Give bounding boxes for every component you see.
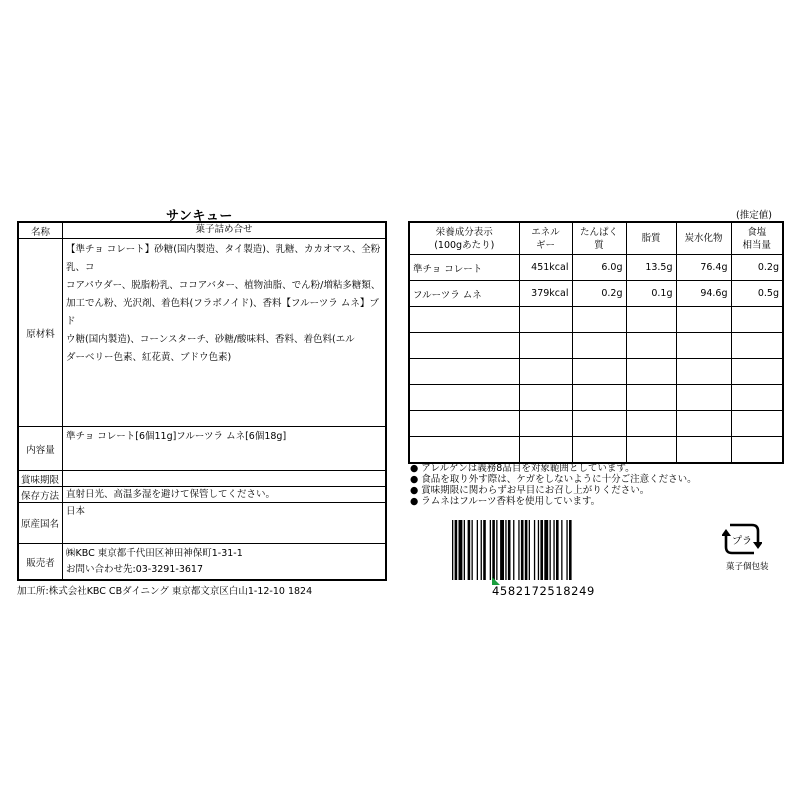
- nutrition-empty-cell: [572, 385, 626, 411]
- nutrition-empty-row: [409, 411, 783, 437]
- nutrition-empty-cell: [409, 333, 519, 359]
- nutrition-cell: 0.5g: [731, 281, 783, 307]
- nutrition-header-cell: 栄養成分表示 (100gあたり): [409, 222, 519, 255]
- nutrition-empty-cell: [676, 333, 731, 359]
- nutrition-empty-cell: [731, 411, 783, 437]
- barcode-bar: [483, 520, 486, 580]
- seller-line: お問い合わせ先:03-3291-3617: [66, 564, 203, 575]
- note-item: [410, 463, 697, 474]
- product-label-table: [17, 221, 387, 581]
- nutrition-empty-cell: [519, 411, 572, 437]
- name-row: [19, 223, 385, 238]
- nutrition-empty-cell: [409, 385, 519, 411]
- origin-row: [19, 502, 385, 543]
- nutrition-empty-cell: [409, 359, 519, 385]
- bullet-icon: ●: [410, 463, 419, 474]
- pla-recycle-icon: [722, 521, 762, 557]
- ingredients-row: [19, 238, 385, 426]
- name-header: 名称: [19, 223, 63, 238]
- storage-value: 直射日光、高温多湿を避けて保管してください。: [66, 489, 276, 500]
- nutrition-header-cell: 食塩 相当量: [731, 222, 783, 255]
- recycle-label: 菓子個包装: [726, 562, 769, 572]
- ingredients-line: ダーベリー色素、紅花黄、ブドウ色素): [66, 352, 232, 363]
- nutrition-empty-cell: [676, 437, 731, 464]
- barcode-bar: [544, 520, 548, 580]
- nutrition-empty-cell: [676, 411, 731, 437]
- ingredients-line: 加工でん粉、光沢剤、着色料(フラボノイド)、香料【フルーツラ ムネ】ブド: [66, 298, 379, 327]
- notes-list: [410, 463, 697, 507]
- nutrition-empty-row: [409, 307, 783, 333]
- nutrition-cell: 451kcal: [519, 255, 572, 281]
- nutrition-empty-cell: [626, 385, 676, 411]
- nutrition-body: [409, 255, 783, 464]
- barcode-bar: [529, 520, 530, 580]
- nutrition-empty-cell: [519, 307, 572, 333]
- nutrition-cell: 94.6g: [676, 281, 731, 307]
- barcode-bar: [452, 520, 453, 580]
- nutrition-empty-row: [409, 385, 783, 411]
- nutrition-header-cell: 炭水化物: [676, 222, 731, 255]
- seller-line: ㈱KBC 東京都千代田区神田神保町1-31-1: [66, 548, 243, 559]
- nutrition-cell: 0.1g: [626, 281, 676, 307]
- barcode-bar: [540, 520, 543, 580]
- seller-value: [63, 544, 385, 579]
- barcode-number: 4582172518249: [492, 584, 595, 598]
- nutrition-cell: 379kcal: [519, 281, 572, 307]
- nutrition-cell: フルーツラ ムネ: [409, 281, 519, 307]
- expiry-row: [19, 470, 385, 486]
- origin-value: 日本: [66, 506, 86, 517]
- barcode-bar: [481, 520, 482, 580]
- nutrition-cell: 0.2g: [731, 255, 783, 281]
- note-item: [410, 496, 697, 507]
- content-row: [19, 426, 385, 470]
- bullet-icon: ●: [410, 496, 419, 507]
- product-title: サンキュー: [166, 209, 233, 224]
- barcode-bar: [468, 520, 471, 580]
- bullet-icon: ●: [410, 485, 419, 496]
- nutrition-cell: 6.0g: [572, 255, 626, 281]
- name-value: 菓子詰め合せ: [195, 224, 253, 235]
- nutrition-empty-cell: [519, 385, 572, 411]
- nutrition-empty-cell: [572, 411, 626, 437]
- storage-header: 保存方法: [19, 487, 63, 502]
- barcode-image: [452, 520, 616, 580]
- barcode-bar: [496, 520, 497, 580]
- nutrition-empty-row: [409, 437, 783, 464]
- nutrition-empty-cell: [572, 359, 626, 385]
- seller-row: [19, 543, 385, 579]
- nutrition-empty-cell: [731, 307, 783, 333]
- nutrition-empty-cell: [731, 333, 783, 359]
- nutrition-empty-cell: [676, 307, 731, 333]
- note-text: アレルゲンは義務8品目を対象範囲としています。: [421, 463, 635, 474]
- barcode-bar: [525, 520, 528, 580]
- nutrition-empty-cell: [409, 411, 519, 437]
- note-item: [410, 474, 697, 485]
- nutrition-header-cell: たんぱく 質: [572, 222, 626, 255]
- note-text: 食品を取り外す際は、ケガをしないように十分ご注意ください。: [421, 474, 697, 485]
- nutrition-empty-cell: [572, 307, 626, 333]
- barcode-bar: [455, 520, 458, 580]
- nutrition-empty-cell: [626, 411, 676, 437]
- nutrition-row: [409, 281, 783, 307]
- nutrition-header-cell: エネル ギー: [519, 222, 572, 255]
- seller-header: 販売者: [19, 544, 63, 579]
- note-text: 賞味期限に関わらずお早目にお召し上がりください。: [421, 485, 650, 496]
- barcode-bar: [521, 520, 524, 580]
- expiry-header: 賞味期限: [19, 471, 63, 486]
- recycle-mark-text: プラ: [732, 536, 752, 547]
- nutrition-empty-cell: [519, 359, 572, 385]
- ingredients-value: [63, 239, 385, 368]
- nutrition-empty-cell: [409, 437, 519, 464]
- nutrition-empty-cell: [676, 359, 731, 385]
- nutrition-header-cell: 脂質: [626, 222, 676, 255]
- bullet-icon: ●: [410, 474, 419, 485]
- nutrition-empty-cell: [626, 307, 676, 333]
- barcode-bar: [556, 520, 559, 580]
- ingredients-line: コアパウダー、脱脂粉乳、ココアバター、植物油脂、でん粉/増粘多糖類、: [66, 280, 381, 291]
- nutrition-empty-row: [409, 359, 783, 385]
- nutrition-cell: 準チョ コレート: [409, 255, 519, 281]
- barcode-bar: [500, 520, 504, 580]
- nutrition-empty-cell: [519, 437, 572, 464]
- barcode-bar: [534, 520, 535, 580]
- barcode-bar: [553, 520, 554, 580]
- barcode-bar: [477, 520, 478, 580]
- barcode-bar: [464, 520, 465, 580]
- content-value: 準チョ コレート[6個11g]フルーツラ ムネ[6個18g]: [66, 431, 287, 442]
- nutrition-row: [409, 255, 783, 281]
- barcode-bar: [459, 520, 463, 580]
- nutrition-empty-cell: [626, 437, 676, 464]
- origin-header: 原産国名: [19, 503, 63, 543]
- ingredients-line: 【準チョ コレート】砂糖(国内製造、タイ製造)、乳糖、カカオマス、全粉乳、コ: [66, 244, 381, 273]
- barcode-bar: [566, 520, 567, 580]
- nutrition-cell: 0.2g: [572, 281, 626, 307]
- barcode-bar: [472, 520, 473, 580]
- barcode-bar: [561, 520, 562, 580]
- nutrition-table: [408, 221, 784, 464]
- nutrition-empty-cell: [572, 437, 626, 464]
- nutrition-cell: 76.4g: [676, 255, 731, 281]
- barcode-bar: [569, 520, 572, 580]
- processor-info: 加工所:株式会社KBC CBダイニング 東京都文京区白山1-12-10 1824: [17, 586, 313, 597]
- note-item: [410, 485, 697, 496]
- barcode-bar: [513, 520, 514, 580]
- ingredients-line: ウ糖(国内製造)、コーンスターチ、砂糖/酸味料、香料、着色料(エル: [66, 334, 355, 345]
- barcode-bar: [490, 520, 491, 580]
- barcode-bar: [508, 520, 511, 580]
- expiry-value: [63, 471, 385, 486]
- barcode-bar: [505, 520, 506, 580]
- nutrition-cell: 13.5g: [626, 255, 676, 281]
- storage-row: [19, 486, 385, 502]
- ingredients-header: 原材料: [19, 239, 63, 426]
- nutrition-empty-cell: [626, 359, 676, 385]
- estimate-label: (推定値): [736, 210, 772, 221]
- nutrition-header-row: [409, 222, 783, 255]
- nutrition-empty-cell: [676, 385, 731, 411]
- content-header: 内容量: [19, 427, 63, 470]
- nutrition-empty-cell: [731, 437, 783, 464]
- nutrition-empty-cell: [409, 307, 519, 333]
- nutrition-empty-cell: [731, 359, 783, 385]
- nutrition-empty-cell: [519, 333, 572, 359]
- nutrition-empty-cell: [572, 333, 626, 359]
- barcode-bar: [550, 520, 551, 580]
- nutrition-empty-cell: [731, 385, 783, 411]
- nutrition-empty-row: [409, 333, 783, 359]
- barcode-bar: [518, 520, 519, 580]
- nutrition-empty-cell: [626, 333, 676, 359]
- note-text: ラムネはフルーツ香料を使用しています。: [421, 496, 601, 507]
- barcode-bar: [492, 520, 495, 580]
- barcode-bar: [538, 520, 539, 580]
